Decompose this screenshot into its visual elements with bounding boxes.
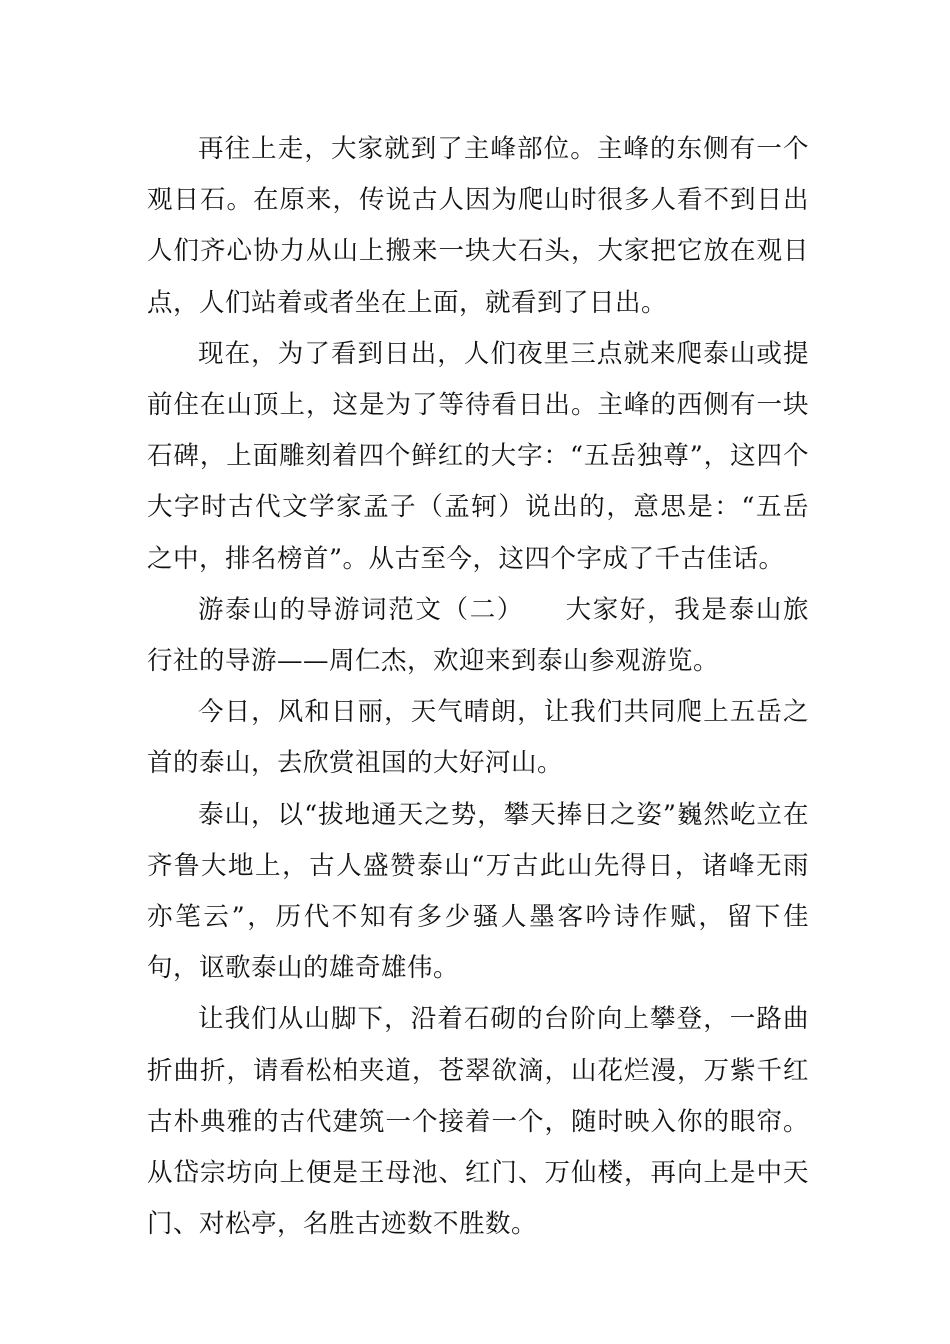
document-body (147, 124, 809, 1250)
paragraph-5: 泰山，以“拔地通天之势，攀天捧日之姿”巍然屹立在齐鲁大地上，古人盛赞泰山“万古此山先得日，诸峰无雨亦笔云”，历代不知有多少骚人墨客吟诗作赋，留下佳句，讴歌泰山的雄奇雄伟。 (147, 799, 809, 984)
paragraph-6: 让我们从山脚下，沿着石砌的台阶向上攀登，一路曲折曲折，请看松柏夹道，苍翠欲滴，山花烂漫，万紫千红古朴典雅的古代建筑一个接着一个，随时映入你的眼帘。从岱宗坊向上便是王母池、红门、万仙楼，再向上是中天门、对松亭，名胜古迹数不胜数。 (147, 1004, 809, 1240)
paragraph-4: 今日，风和日丽，天气晴朗，让我们共同爬上五岳之首的泰山，去欣赏祖国的大好河山。 (147, 697, 809, 779)
paragraph-2: 现在，为了看到日出，人们夜里三点就来爬泰山或提前住在山顶上，这是为了等待看日出。主峰的西侧有一块石碑，上面雕刻着四个鲜红的大字：“五岳独尊”，这四个大字时古代文学家孟子（孟轲）说出的，意思是：“五岳之中，排名榜首”。从古至今，这四个字成了千古佳话。 (147, 338, 809, 574)
paragraph-1: 再往上走，大家就到了主峰部位。主峰的东侧有一个观日石。在原来，传说古人因为爬山时很多人看不到日出人们齐心协力从山上搬来一块大石头，大家把它放在观日点，人们站着或者坐在上面，就看到了日出。 (147, 134, 809, 318)
paragraph-3: 游泰山的导游词范文（二） 大家好，我是泰山旅行社的导游——周仁杰，欢迎来到泰山参观游览。 (147, 594, 809, 677)
